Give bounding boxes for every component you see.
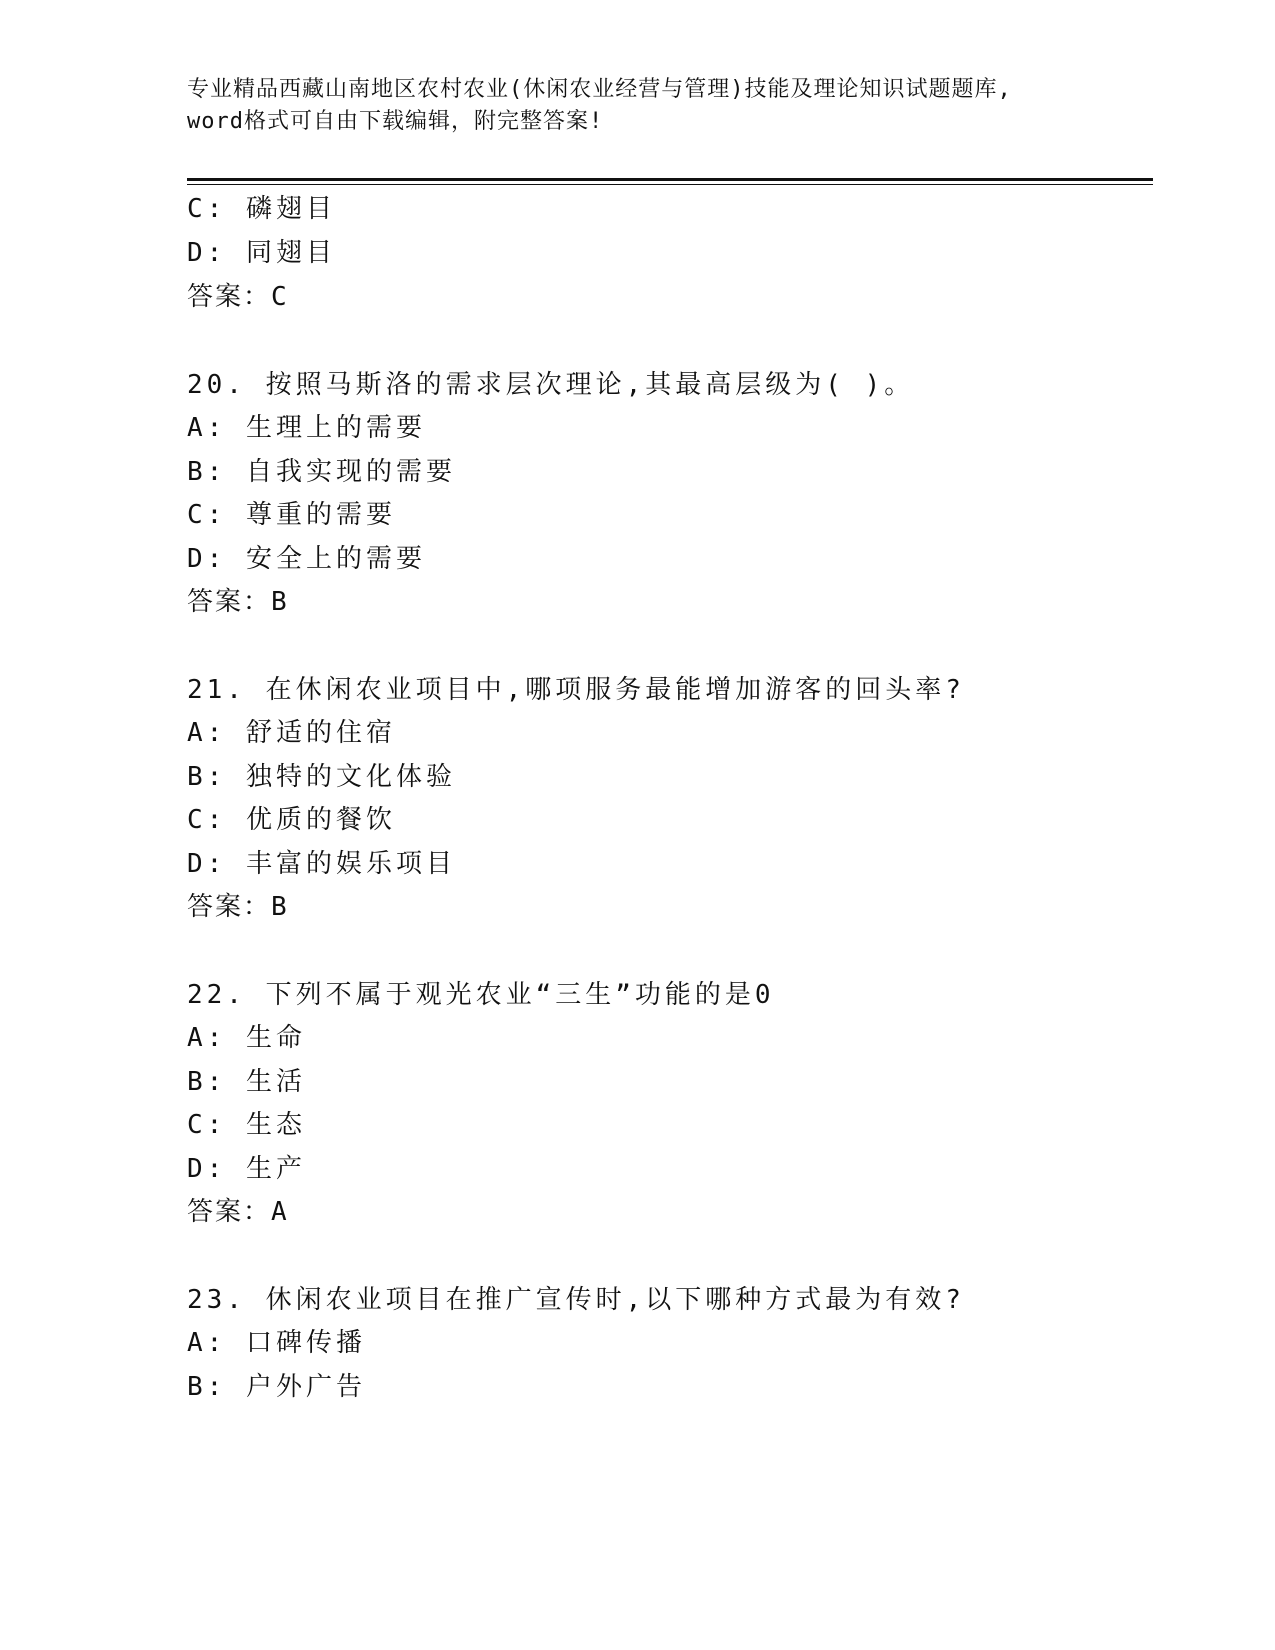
question-22-text: 22. 下列不属于观光农业“三生”功能的是0: [187, 980, 775, 1010]
question-23-option-b: B: 户外广告: [187, 1372, 366, 1402]
question-22-answer: 答案：A: [187, 1197, 289, 1227]
question-21-text: 21. 在休闲农业项目中,哪项服务最能增加游客的回头率?: [187, 675, 965, 705]
header-line-1: 专业精品西藏山南地区农村农业(休闲农业经营与管理)技能及理论知识试题题库,: [187, 77, 1012, 102]
header-divider-thin: [187, 184, 1153, 185]
answer-line: 答案：C: [187, 282, 289, 312]
question-21-answer: 答案：B: [187, 892, 289, 922]
question-23-option-a: A: 口碑传播: [187, 1328, 366, 1358]
question-21-option-a: A: 舒适的住宿: [187, 718, 396, 748]
question-22-option-d: D: 生产: [187, 1154, 306, 1184]
question-22-option-a: A: 生命: [187, 1023, 306, 1053]
question-20-text: 20. 按照马斯洛的需求层次理论,其最高层级为( )。: [187, 370, 915, 400]
question-20-option-c: C: 尊重的需要: [187, 500, 396, 530]
question-20-answer: 答案：B: [187, 587, 289, 617]
question-22-option-c: C: 生态: [187, 1110, 306, 1140]
header-divider-thick: [187, 178, 1153, 181]
option-d: D: 同翅目: [187, 238, 336, 268]
question-20-option-a: A: 生理上的需要: [187, 413, 426, 443]
question-20-option-b: B: 自我实现的需要: [187, 457, 456, 487]
header-line-2: word格式可自由下载编辑，附完整答案!: [187, 109, 604, 134]
question-21-option-d: D: 丰富的娱乐项目: [187, 849, 456, 879]
document-header: [187, 74, 1087, 138]
question-21-option-b: B: 独特的文化体验: [187, 762, 456, 792]
question-20-option-d: D: 安全上的需要: [187, 544, 426, 574]
question-22-option-b: B: 生活: [187, 1067, 306, 1097]
option-c: C: 磷翅目: [187, 194, 336, 224]
question-21-option-c: C: 优质的餐饮: [187, 805, 396, 835]
question-23-text: 23. 休闲农业项目在推广宣传时,以下哪种方式最为有效?: [187, 1285, 965, 1315]
